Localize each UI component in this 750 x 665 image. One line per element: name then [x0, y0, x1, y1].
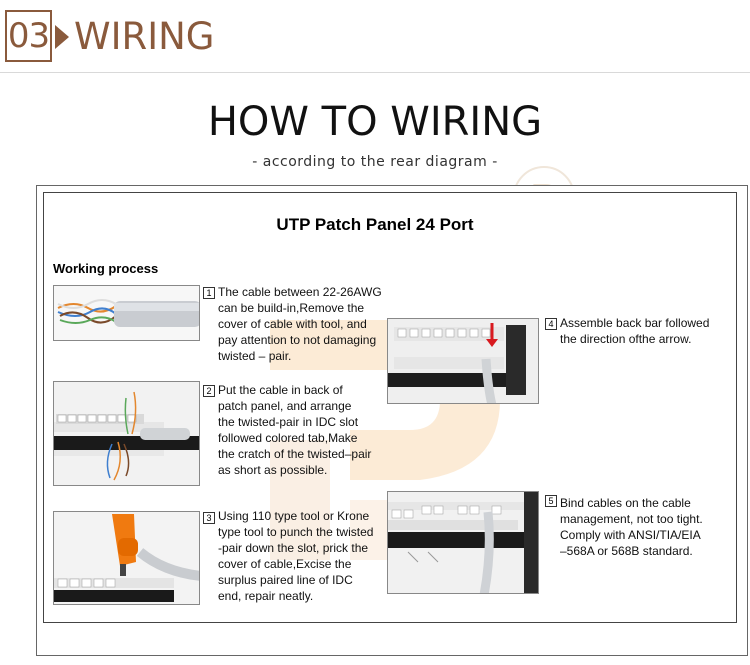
- section-number-box: 03: [5, 10, 52, 62]
- step-2-text: Put the cable in back of patch panel, and arrange the twisted-pair in IDC slot followed colored tab,Make the cratch of the twisted–pair as short as possible.: [218, 383, 372, 477]
- step-5-number: 5: [545, 495, 557, 507]
- page-title: HOW TO WIRING: [207, 99, 543, 145]
- step-3-text: Using 110 type tool or Krone type tool to punch the twisted -pair down the slot, prick the cover of cable,Excise the surplus paired line of IDC end, repair neatly.: [218, 509, 374, 603]
- section-arrow-icon: [55, 25, 69, 49]
- section-title: WIRING: [74, 15, 215, 58]
- section-divider: [0, 72, 750, 73]
- step-3-photo: [53, 511, 200, 605]
- step-2-photo: [53, 381, 200, 486]
- step-4-photo: [387, 318, 539, 404]
- page-subtitle: - according to the rear diagram -: [252, 154, 498, 170]
- step-5-photo: [387, 491, 539, 594]
- step-3-number: 3: [203, 512, 215, 524]
- working-process-label: Working process: [53, 261, 159, 276]
- step-4-text: Assemble back bar followed the direction ofthe arrow.: [560, 316, 710, 346]
- step-5-text: Bind cables on the cable management, not too tight. Comply with ANSI/TIA/EIA –568A or 568B standard.: [560, 496, 703, 558]
- step-1-number: 1: [203, 287, 215, 299]
- step-1-text: The cable between 22-26AWG can be build-in,Remove the cover of cable with tool, and pay attention to not damaging twisted – pair.: [218, 285, 382, 363]
- step-1-photo: [53, 285, 200, 341]
- step-2-number: 2: [203, 385, 215, 397]
- panel-title: UTP Patch Panel 24 Port: [276, 215, 474, 234]
- step-4-number: 4: [545, 318, 557, 330]
